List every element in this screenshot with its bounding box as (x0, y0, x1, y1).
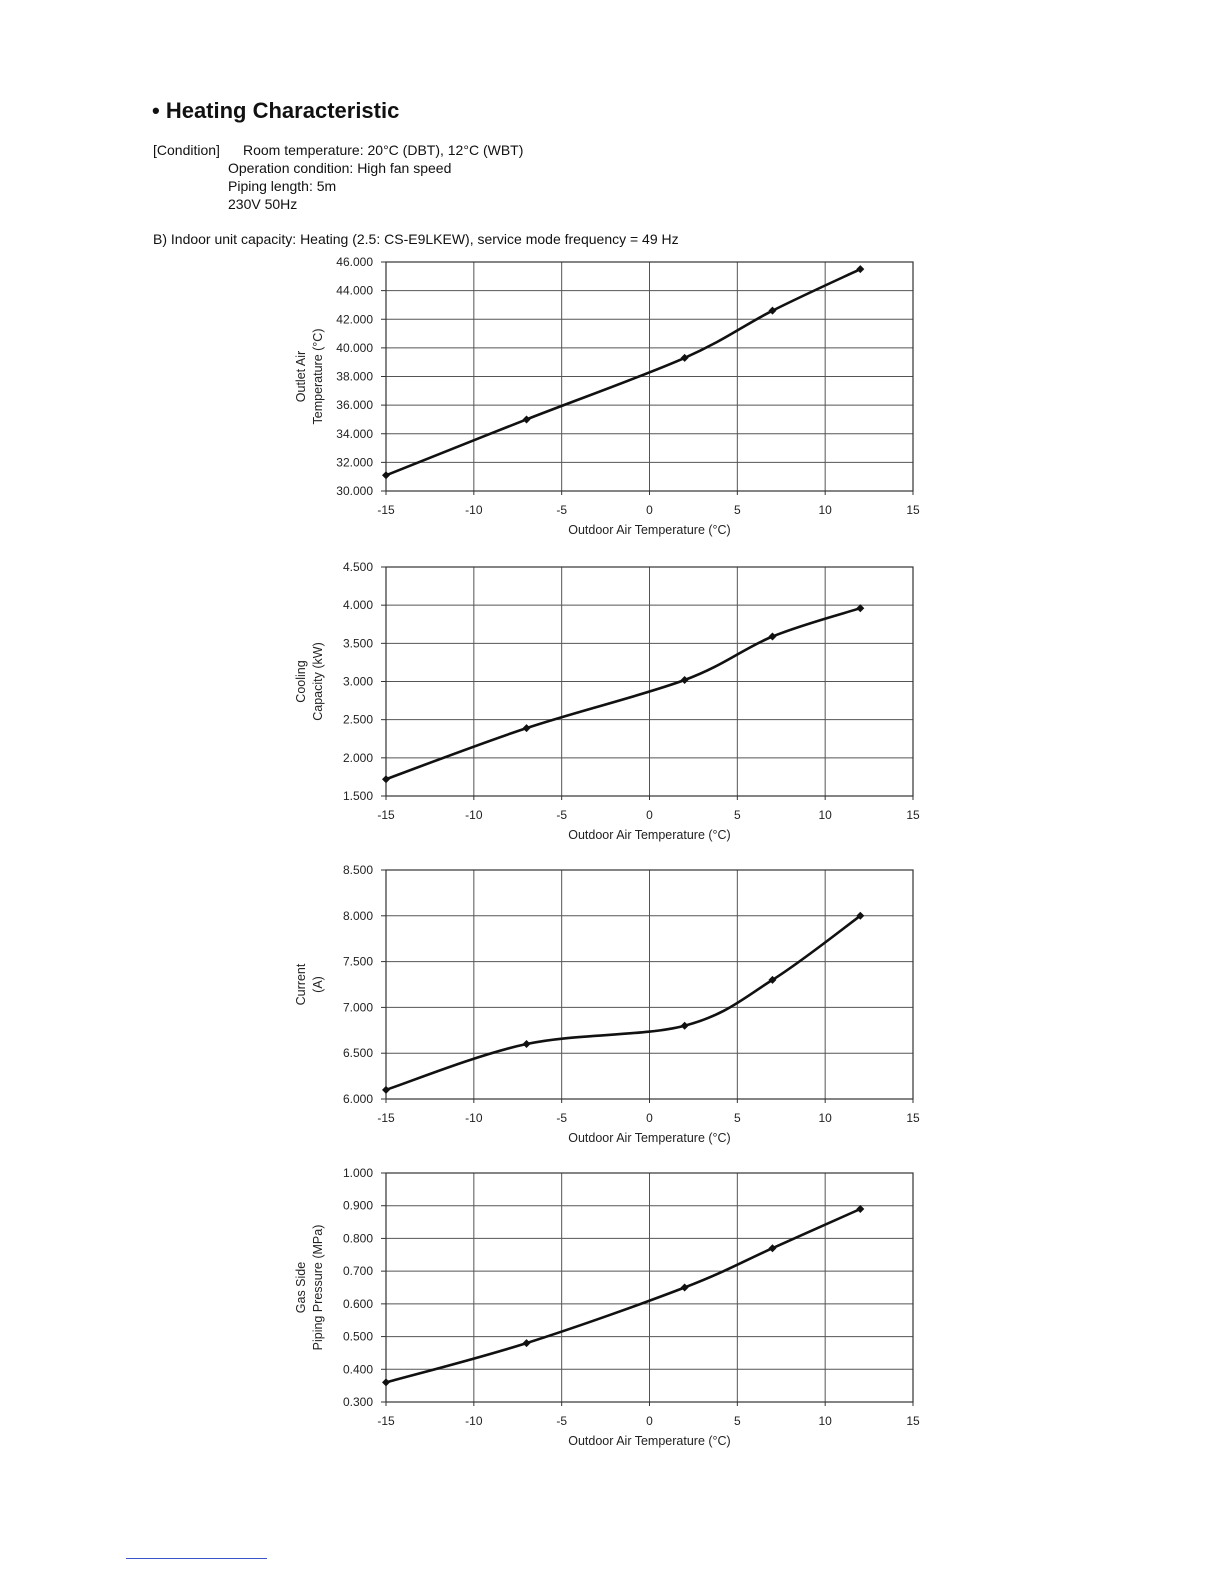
y-tick-label: 3.000 (342, 674, 373, 689)
y-tick-label: 7.000 (342, 1000, 373, 1015)
x-tick-label: 0 (646, 808, 653, 822)
y-tick-label: 36.000 (336, 398, 373, 413)
x-tick-label: 15 (906, 503, 920, 517)
x-tick-label: -5 (556, 503, 568, 517)
x-tick-label: 15 (906, 808, 920, 822)
y-tick-label: 0.400 (342, 1362, 373, 1377)
y-tick-label: 7.500 (342, 954, 373, 969)
y-tick-label: 1.500 (342, 789, 373, 803)
y-tick-label: 8.000 (342, 908, 373, 923)
outlet-air-temperature-chart (0, 255, 1224, 552)
x-tick-label: 0 (646, 503, 653, 517)
condition-line-power: 230V 50Hz (228, 196, 298, 212)
x-tick-label: 15 (906, 1111, 920, 1125)
y-axis-label-line: (A) (311, 976, 325, 993)
x-tick-label: 5 (733, 503, 741, 517)
y-tick-label: 40.000 (336, 340, 373, 355)
y-tick-label: 38.000 (336, 369, 373, 384)
x-tick-label: -10 (465, 1414, 483, 1428)
y-tick-label: 6.500 (342, 1046, 373, 1061)
x-tick-label: 5 (733, 1111, 741, 1125)
x-axis-label: Outdoor Air Temperature (°C) (568, 523, 731, 537)
y-tick-label: 32.000 (336, 455, 373, 470)
y-axis-label-line: Outlet Air (294, 350, 308, 403)
x-tick-label: 10 (818, 503, 832, 517)
x-tick-label: -10 (465, 503, 483, 517)
condition-label: [Condition] (153, 142, 220, 158)
x-tick-label: 10 (818, 808, 832, 822)
y-axis-label-line: Current (294, 963, 308, 1006)
x-tick-label: -15 (377, 808, 395, 822)
y-tick-label: 0.900 (342, 1198, 373, 1213)
condition-line-operation: Operation condition: High fan speed (228, 160, 452, 176)
gas-side-piping-pressure-chart (0, 1166, 1224, 1463)
y-tick-label: 8.500 (342, 863, 373, 877)
x-tick-label: -5 (556, 808, 568, 822)
x-tick-label: -15 (377, 1111, 395, 1125)
y-tick-label: 2.500 (342, 712, 373, 727)
y-axis-label-line: Capacity (kW) (311, 642, 325, 721)
y-axis-label-line: Temperature (°C) (311, 328, 325, 425)
y-tick-label: 0.600 (342, 1296, 373, 1311)
x-tick-label: 0 (646, 1111, 653, 1125)
y-axis-label-line: Gas Side (294, 1261, 308, 1314)
y-tick-label: 1.000 (342, 1166, 373, 1180)
y-tick-label: 2.000 (342, 750, 373, 765)
y-axis-label-line: Piping Pressure (MPa) (311, 1224, 325, 1351)
y-tick-label: 30.000 (336, 484, 373, 498)
x-tick-label: -15 (377, 503, 395, 517)
x-tick-label: 0 (646, 1414, 653, 1428)
x-axis-label: Outdoor Air Temperature (°C) (568, 1131, 731, 1145)
y-tick-label: 4.500 (342, 560, 373, 574)
footer-rule (126, 1558, 267, 1559)
y-tick-label: 0.800 (342, 1231, 373, 1246)
condition-line-piping: Piping length: 5m (228, 178, 337, 194)
x-axis-label: Outdoor Air Temperature (°C) (568, 1434, 731, 1448)
current-chart (0, 863, 1224, 1160)
y-axis-label-line: Cooling (294, 660, 308, 703)
y-tick-label: 34.000 (336, 426, 373, 441)
y-tick-label: 0.700 (342, 1264, 373, 1279)
y-tick-label: 6.000 (342, 1092, 373, 1106)
x-tick-label: -5 (556, 1111, 568, 1125)
condition-line-room-temperature: Room temperature: 20°C (DBT), 12°C (WBT) (243, 142, 524, 158)
x-axis-label: Outdoor Air Temperature (°C) (568, 828, 731, 842)
x-tick-label: -10 (465, 808, 483, 822)
y-tick-label: 0.300 (342, 1395, 373, 1409)
y-tick-label: 4.000 (342, 598, 373, 613)
y-tick-label: 44.000 (336, 283, 373, 298)
x-tick-label: 5 (733, 1414, 741, 1428)
cooling-capacity-chart (0, 560, 1224, 857)
x-tick-label: 15 (906, 1414, 920, 1428)
y-tick-label: 3.500 (342, 636, 373, 651)
x-tick-label: 10 (818, 1414, 832, 1428)
y-tick-label: 46.000 (336, 255, 373, 269)
y-tick-label: 42.000 (336, 312, 373, 327)
x-tick-label: -15 (377, 1414, 395, 1428)
chart-section-subtitle: B) Indoor unit capacity: Heating (2.5: CS-E9LKEW), service mode frequency = 49 Hz (153, 231, 679, 247)
x-tick-label: -5 (556, 1414, 568, 1428)
x-tick-label: 10 (818, 1111, 832, 1125)
x-tick-label: 5 (733, 808, 741, 822)
x-tick-label: -10 (465, 1111, 483, 1125)
page-heading: • Heating Characteristic (152, 98, 400, 123)
y-tick-label: 0.500 (342, 1329, 373, 1344)
